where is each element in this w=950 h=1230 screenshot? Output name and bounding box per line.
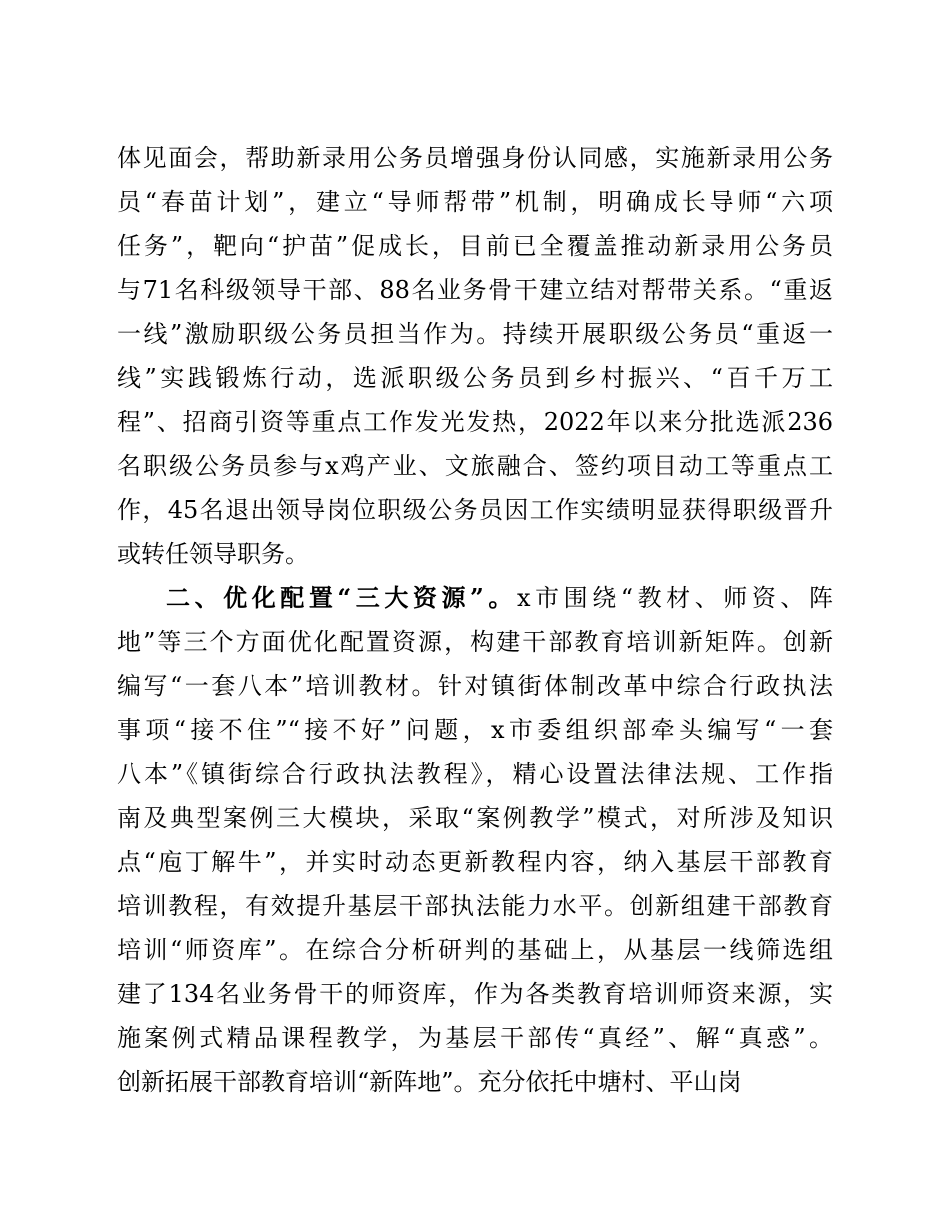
text-line: 与71名科级领导干部、88名业务骨干建立结对帮带关系。“重返 — [117, 276, 833, 304]
text-line: 程”、招商引资等重点工作发光发热，2022年以来分批选派236 — [117, 408, 833, 436]
text-line: 任务”，靶向“护苗”促成长，目前已全覆盖推动新录用公务员 — [117, 232, 833, 260]
text-line: 编写“一套八本”培训教材。针对镇街体制改革中综合行政执法 — [117, 672, 833, 700]
heading-line-text: x市围绕“教材、师资、阵 — [516, 584, 833, 612]
text-line: 南及典型案例三大模块，采取“案例教学”模式，对所涉及知识 — [117, 804, 833, 832]
section-heading: 二、优化配置“三大资源”。 — [166, 583, 517, 612]
text-line: 或转任领导职务。 — [117, 540, 309, 568]
text-line: 体见面会，帮助新录用公务员增强身份认同感，实施新录用公务 — [117, 144, 833, 172]
text-line: 名职级公务员参与x鸡产业、文旅融合、签约项目动工等重点工 — [117, 452, 833, 480]
text-line: 建了134名业务骨干的师资库，作为各类教育培训师资来源，实 — [117, 980, 833, 1008]
text-line: 八本”《镇街综合行政执法教程》，精心设置法律法规、工作指 — [117, 760, 833, 788]
text-line: 创新拓展干部教育培训“新阵地”。充分依托中塘村、平山岗 — [117, 1068, 742, 1096]
text-line: 培训教程，有效提升基层干部执法能力水平。创新组建干部教育 — [117, 892, 833, 920]
text-line: 培训“师资库”。在综合分析研判的基础上，从基层一线筛选组 — [117, 936, 833, 964]
text-line: 作，45名退出领导岗位职级公务员因工作实绩明显获得职级晋升 — [117, 496, 833, 524]
text-line: 地”等三个方面优化配置资源，构建干部教育培训新矩阵。创新 — [117, 628, 833, 656]
text-line: 施案例式精品课程教学，为基层干部传“真经”、解“真惑”。 — [117, 1024, 833, 1052]
text-line: 点“庖丁解牛”，并实时动态更新教程内容，纳入基层干部教育 — [117, 848, 833, 876]
text-line: 一线”激励职级公务员担当作为。持续开展职级公务员“重返一 — [117, 320, 833, 348]
text-line: 线”实践锻炼行动，选派职级公务员到乡村振兴、“百千万工 — [117, 364, 833, 392]
text-line: 事项“接不住”“接不好”问题，x市委组织部牵头编写“一套 — [117, 716, 833, 744]
section-heading-line — [166, 576, 833, 620]
text-line: 员“春苗计划”，建立“导师帮带”机制，明确成长导师“六项 — [117, 188, 833, 216]
